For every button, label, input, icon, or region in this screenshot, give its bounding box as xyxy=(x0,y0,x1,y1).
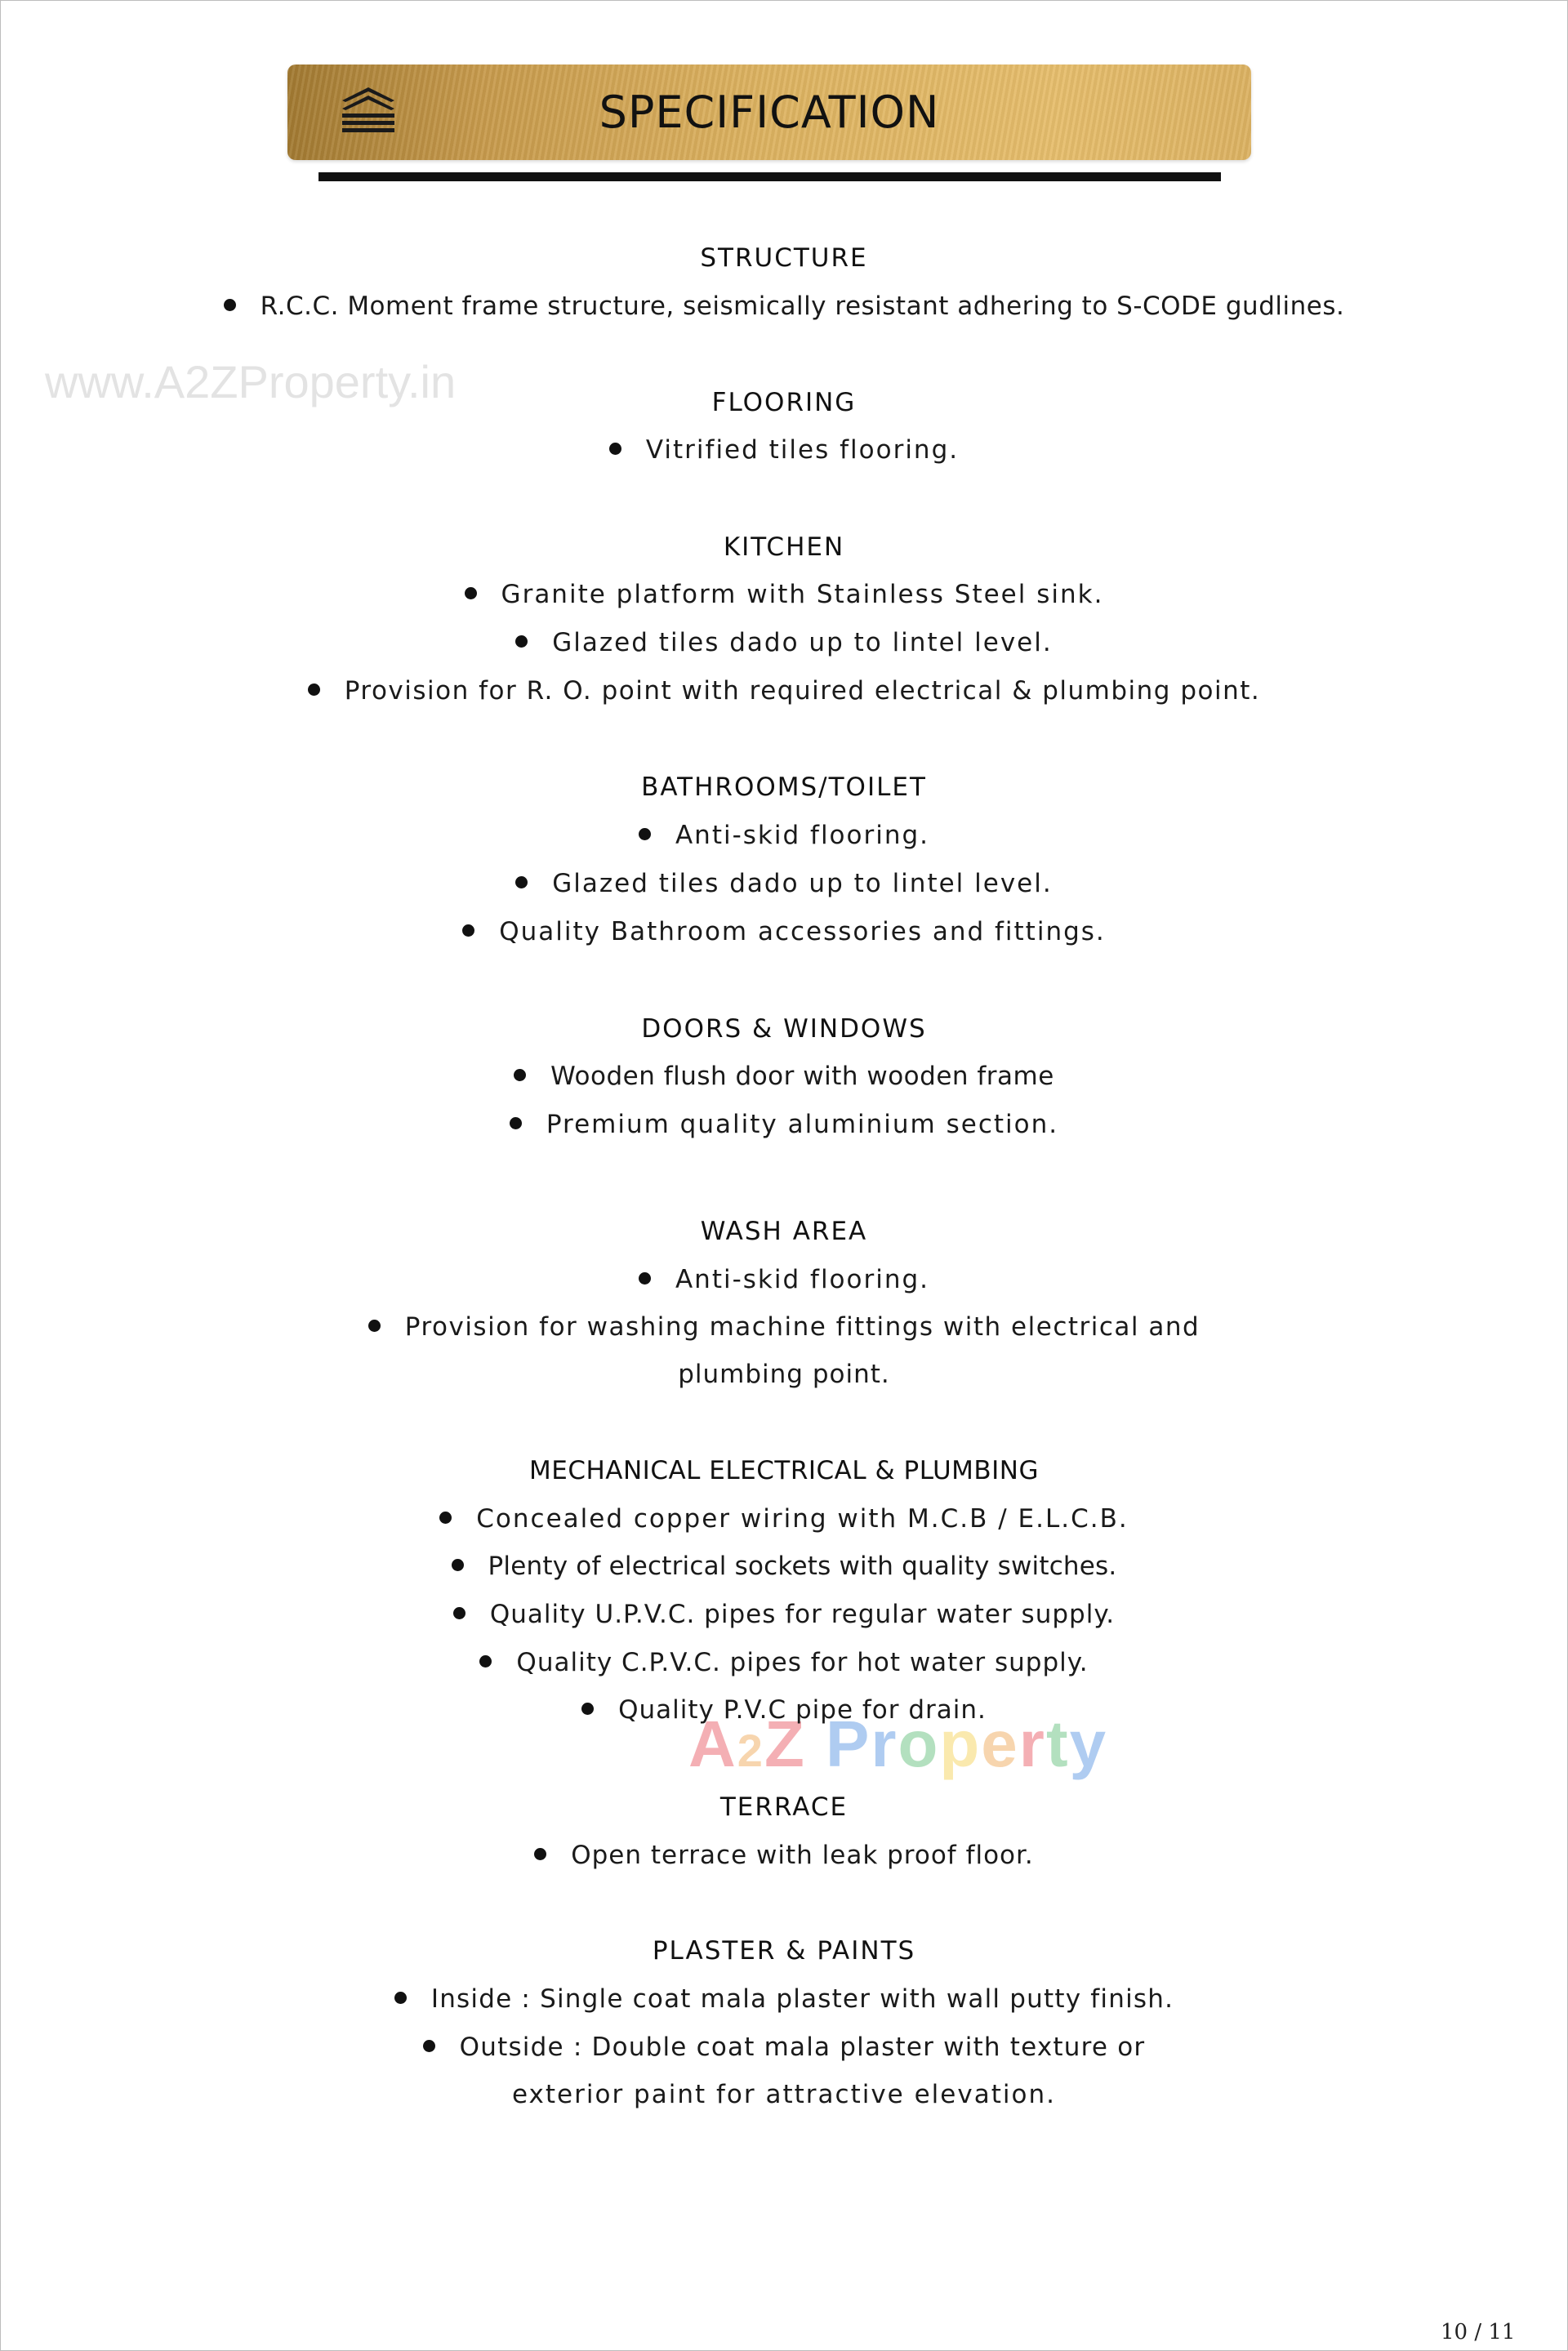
section-heading-kitchen: KITCHEN xyxy=(723,532,845,562)
bullet-icon xyxy=(479,1655,492,1668)
page-title: SPECIFICATION xyxy=(599,87,940,138)
bullet-icon xyxy=(581,1703,594,1715)
watermark-logo: A2Z Property xyxy=(688,1708,1108,1780)
list-item: Provision for R. O. point with required electrical & plumbing point. xyxy=(0,676,1568,706)
watermark-url: www.A2ZProperty.in xyxy=(45,356,457,407)
section-heading-structure: STRUCTURE xyxy=(700,243,868,273)
bullet-icon xyxy=(515,876,528,888)
bullet-icon xyxy=(452,1559,464,1571)
list-item: Granite platform with Stainless Steel sink. xyxy=(0,580,1568,609)
specification-header-banner xyxy=(287,65,1251,160)
bullet-icon xyxy=(308,683,320,696)
bullet-icon xyxy=(423,2040,435,2052)
bullet-icon xyxy=(368,1320,381,1332)
list-item: Quality P.V.C pipe for drain. xyxy=(0,1695,1568,1725)
list-item: Plenty of electrical sockets with quality switches. xyxy=(0,1552,1568,1581)
bullet-icon xyxy=(439,1512,452,1524)
list-item: Open terrace with leak proof floor. xyxy=(0,1841,1568,1870)
bullet-icon xyxy=(639,1272,651,1285)
list-item: Inside : Single coat mala plaster with wall putty finish. xyxy=(0,1984,1568,2014)
list-item-continuation: exterior paint for attractive elevation. xyxy=(512,2080,1056,2109)
bullet-icon xyxy=(639,828,651,840)
bullet-icon xyxy=(510,1117,522,1129)
section-heading-bathrooms: BATHROOMS/TOILET xyxy=(641,773,927,802)
list-item: Quality U.P.V.C. pipes for regular water supply. xyxy=(0,1600,1568,1629)
section-heading-plaster-paints: PLASTER & PAINTS xyxy=(652,1936,916,1966)
section-heading-wash-area: WASH AREA xyxy=(700,1217,868,1246)
bullet-icon xyxy=(609,443,621,455)
section-heading-flooring: FLOORING xyxy=(711,388,857,417)
list-item: Glazed tiles dado up to lintel level. xyxy=(0,869,1568,898)
bullet-icon xyxy=(394,1992,407,2004)
list-item: R.C.C. Moment frame structure, seismically resistant adhering to S-CODE gudlines. xyxy=(0,292,1568,321)
bullet-icon xyxy=(514,1069,526,1081)
list-item: Provision for washing machine fittings with electrical and xyxy=(0,1312,1568,1342)
list-item: Wooden flush door with wooden frame xyxy=(0,1062,1568,1091)
page-number: 10 / 11 xyxy=(1441,2320,1516,2344)
list-item: Quality C.P.V.C. pipes for hot water supply. xyxy=(0,1648,1568,1677)
list-item: Quality Bathroom accessories and fittings. xyxy=(0,917,1568,946)
header-divider xyxy=(318,172,1221,181)
section-heading-doors-windows: DOORS & WINDOWS xyxy=(641,1014,927,1044)
list-item: Concealed copper wiring with M.C.B / E.L.C.B. xyxy=(0,1504,1568,1534)
list-item: Glazed tiles dado up to lintel level. xyxy=(0,628,1568,657)
bullet-icon xyxy=(462,924,474,937)
bullet-icon xyxy=(224,299,236,311)
list-item: Outside : Double coat mala plaster with texture or xyxy=(0,2033,1568,2062)
list-item: Premium quality aluminium section. xyxy=(0,1110,1568,1139)
section-heading-mep: MECHANICAL ELECTRICAL & PLUMBING xyxy=(529,1456,1039,1485)
bullet-icon xyxy=(465,587,477,599)
section-heading-terrace: TERRACE xyxy=(719,1792,849,1822)
list-item-continuation: plumbing point. xyxy=(678,1360,890,1389)
bullet-icon xyxy=(515,635,528,648)
bullet-icon xyxy=(534,1848,546,1860)
list-item: Anti-skid flooring. xyxy=(0,821,1568,850)
bullet-icon xyxy=(453,1607,466,1619)
list-item: Vitrified tiles flooring. xyxy=(0,435,1568,465)
list-item: Anti-skid flooring. xyxy=(0,1265,1568,1294)
